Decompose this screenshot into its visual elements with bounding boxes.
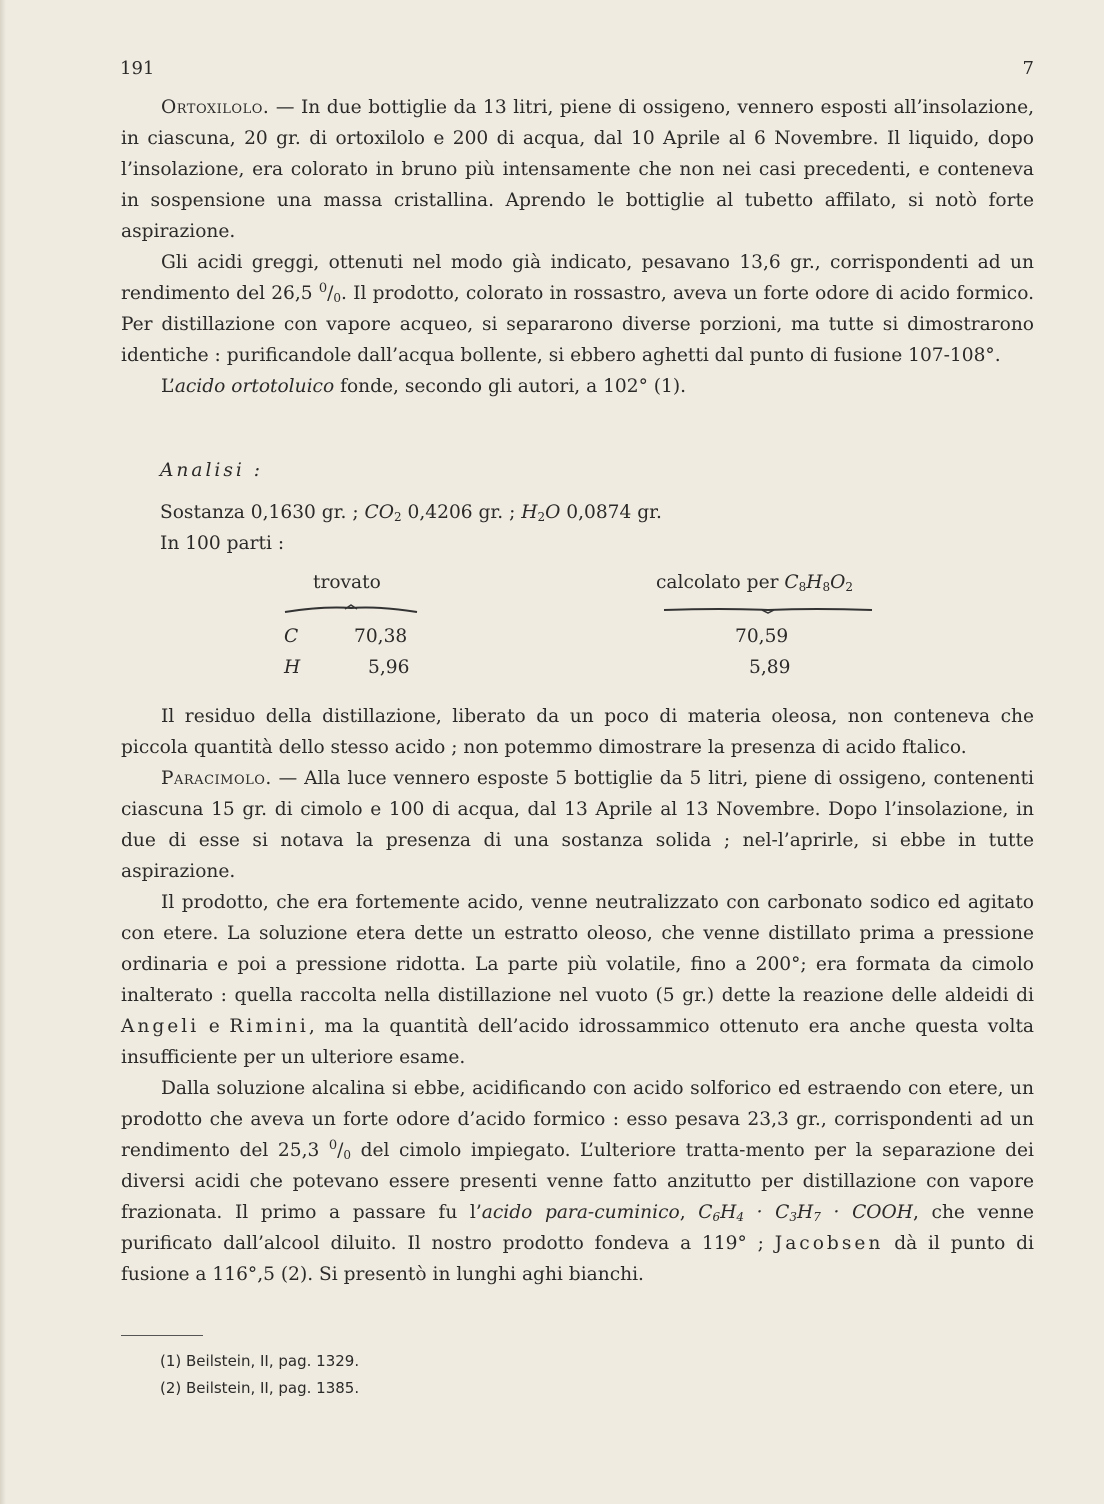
table-row-found: 70,38 (354, 626, 408, 647)
paragraph-paracimolo (121, 763, 1034, 887)
italic-term: acido ortotoluico (174, 376, 335, 397)
sostanza-text: 0,0874 gr. (560, 502, 662, 523)
paragraph-text: , ma la quantità dell’acido idrossammico ottenuto era anche questa volta insufficiente per un ulteriore esame. (121, 1016, 1034, 1068)
text-block-upper (121, 92, 1034, 402)
paragraph-soluzione-alcalina: Dalla soluzione alcalina si ebbe, acidificando con acido solforico ed estraendo con etere, un prodotto che aveva un forte odore d’acido formico : esso pesava 23,3 gr., corrispondenti ad un rendimento del 25,3 $^0/_0$ del cimolo impiegato. L’ulteriore tratta-mento per la separazione dei diversi acidi che potevano essere presenti venne fatto anzitutto per distillazione con vapore frazionata. Il primo a passare fu l’acido para-cuminico, $C_6H_4 \cdot C_3H_7$ · COOH, che venne purificato dall’alcool diluito. Il nostro prodotto fondeva a 119° ; Jacobsen dà il punto di fusione a 116°,5 (2). Si presentò in lunghi aghi bianchi. (121, 1078, 1035, 1285)
paragraph-text: Gli acidi greggi, ottenuti nel modo già indicato, pesavano 13,6 gr., corrispondenti ad un rendimento del 26,5 (121, 252, 1034, 304)
sostanza-text: Sostanza 0,1630 gr. ; (160, 502, 365, 523)
analisi-heading: Analisi : (160, 460, 264, 481)
paragraph-prodotto (121, 887, 1034, 1073)
formula-h: H (521, 502, 538, 523)
formula-c: C (784, 572, 799, 593)
paragraph-text: e (199, 1016, 230, 1037)
subscript: 2 (845, 580, 853, 594)
sostanza-line (160, 502, 662, 523)
subscript: 2 (394, 510, 402, 524)
page-number-right: 7 (1022, 58, 1034, 79)
page-edge-shadow (0, 0, 6, 1504)
paragraph-text: . Il prodotto, colorato in rossastro, aveva un forte odore di acido formico. Per distillazione con vapore acqueo, si separarono diverse porzioni, ma tutte si dimostrarono identiche : purificandole dall’acqua bollente, si ebbero aghetti dal punto di fusione 107-108°. (121, 283, 1034, 366)
text-block-lower (121, 701, 1034, 1290)
table-row-calc: 5,89 (749, 657, 791, 678)
footnote-1: (1) Beilstein, II, pag. 1329. (160, 1352, 360, 1370)
col-header-calcolato (656, 572, 853, 593)
paragraph-acidi-greggi: Gli acidi greggi, ottenuti nel modo già indicato, pesavano 13,6 gr., corrispondenti ad un rendimento del 26,5 $^0/_0$. Il prodotto, colorato in rossastro, aveva un forte odore di acido formico. Per distillazione con vapore acqueo, si separarono diverse porzioni, ma tutte si dimostrarono identiche : purificandole dall’acqua bollente, si ebbero aghetti dal punto di fusione 107-108°. (121, 252, 1034, 366)
page-number-left: 191 (120, 58, 155, 79)
italic-term: acido para-cuminico (481, 1202, 680, 1223)
table-row-calc: 70,59 (735, 626, 789, 647)
paragraph-ortoxilolo (121, 92, 1034, 247)
formula-co: CO (364, 502, 394, 523)
brace-calcolato (662, 604, 874, 612)
footnote-rule (121, 1335, 203, 1336)
author-name: Rimini (229, 1016, 309, 1037)
paragraph-text: — In due bottiglie da 13 litri, piene di ossigeno, vennero esposti all’insolazione, in ciascuna, 20 gr. di ortoxilolo e 200 di acqua, dal 10 Aprile al 6 Novembre. Il liquido, dopo l’insolazione, era colorato in bruno più intensamente che non nei casi precedenti, e conteneva in sospensione una massa cristallina. Aprendo le bottiglie al tubetto affilato, si notò forte aspirazione. (121, 97, 1034, 242)
formula-paracuminico: $C_6H_4 \cdot C_3H_7$ · COOH (698, 1202, 913, 1224)
paragraph-text: , che venne purificato dall’alcool diluito. Il nostro prodotto fondeva a 119° ; (121, 1202, 1035, 1254)
author-name: Angeli (121, 1016, 200, 1037)
paragraph-text: del cimolo impiegato. L’ulteriore tratta-mento per la separazione dei diversi acidi che potevano essere presenti venne fatto anzitutto per distillazione con vapore frazionata. Il primo a passare fu l’ (121, 1140, 1034, 1223)
sostanza-text: 0,4206 gr. ; (401, 502, 522, 523)
paragraph-acido-ortotoluico (121, 371, 1034, 402)
page-header (120, 58, 1034, 82)
subscript: 2 (537, 510, 546, 524)
table-row-el: C (284, 626, 299, 647)
formula-o: O (830, 572, 846, 593)
subscript: 8 (798, 580, 807, 594)
table-row-found: 5,96 (368, 657, 410, 678)
table-row-el: H (284, 657, 301, 678)
paragraph-text: Il prodotto, che era fortemente acido, venne neutralizzato con carbonato sodico ed agitato con etere. La soluzione etera dette un estratto oleoso, che venne distillato prima a pressione ordinaria e poi a pressione ridotta. La parte più volatile, fino a 200°; era formata da cimolo inalterato : quella raccolta nella distillazione nel vuoto (5 gr.) dette la reazione delle aldeidi di (121, 892, 1034, 1006)
formula-h: H (806, 572, 823, 593)
section-lead-ortoxilolo: Ortoxilolo. (161, 97, 270, 118)
parti-line: In 100 parti : (160, 533, 285, 554)
paragraph-text: Dalla soluzione alcalina si ebbe, acidificando con acido solforico ed estraendo con etere, un prodotto che aveva un forte odore d’acido formico : esso pesava 23,3 gr., corrispondenti ad un rendimento del 25,3 (121, 1078, 1034, 1161)
section-lead-paracimolo: Paracimolo. (161, 768, 272, 789)
formula-o: O (545, 502, 561, 523)
author-name: Jacobsen (774, 1233, 884, 1254)
paragraph-text: — Alla luce vennero esposte 5 bottiglie da 5 litri, piene di ossigeno, contenenti ciascuna 15 gr. di cimolo e 100 di acqua, dal 13 Aprile al 13 Novembre. Dopo l’insolazione, in due di esse si notava la presenza di una sostanza solida ; nel-l’aprirle, si ebbe in tutte aspirazione. (121, 768, 1034, 882)
paragraph-text: fonde, secondo gli autori, a 102° (1). (334, 376, 687, 397)
footnote-2: (2) Beilstein, II, pag. 1385. (160, 1379, 360, 1397)
paragraph-text: dà il punto di fusione a 116°,5 (2). Si presentò in lunghi aghi bianchi. (121, 1233, 1034, 1285)
col-header-trovato: trovato (313, 572, 381, 593)
col-header-text: calcolato per (656, 572, 785, 593)
paragraph-text: , (679, 1202, 699, 1223)
subscript: 8 (822, 580, 831, 594)
paragraph-residuo: Il residuo della distillazione, liberato da un poco di materia oleosa, non conteneva che piccola quantità dello stesso acido ; non potemmo dimostrare la presenza di acido ftalico. (121, 706, 1034, 758)
brace-trovato (283, 604, 419, 612)
paragraph-text: L’ (161, 376, 175, 397)
